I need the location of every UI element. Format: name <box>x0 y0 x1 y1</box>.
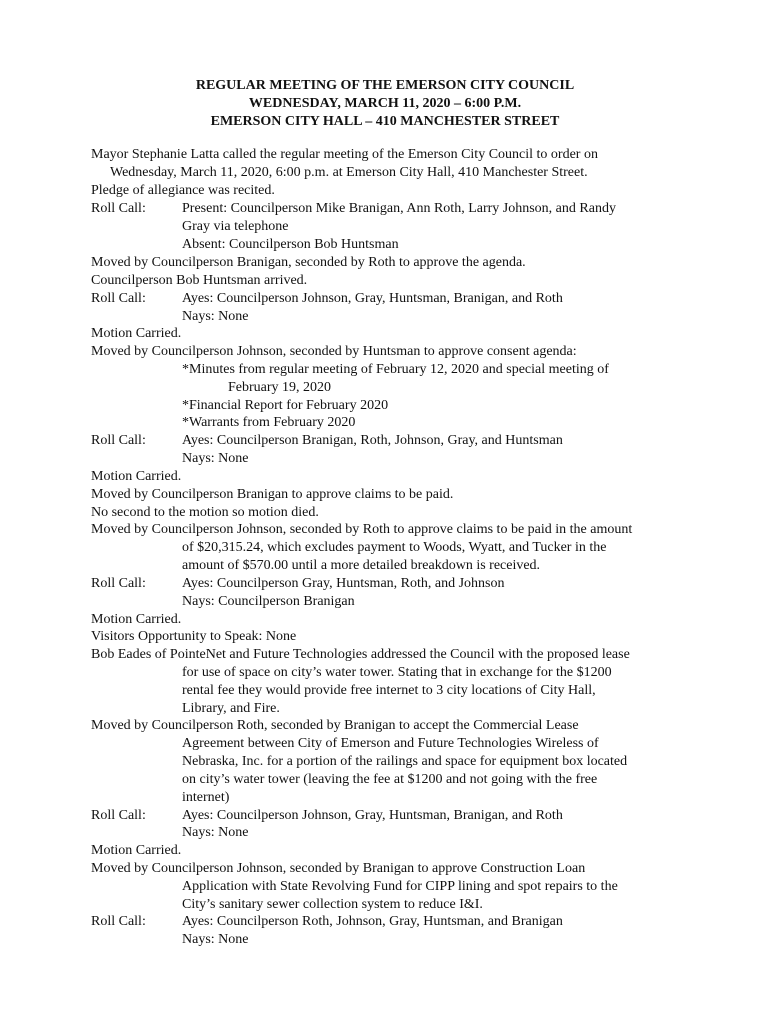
body-line: Visitors Opportunity to Speak: None <box>91 629 297 644</box>
body-line: Motion Carried. <box>91 469 182 484</box>
body-line: Moved by Councilperson Johnson, seconded by Roth to approve claims to be paid in the amount <box>91 522 633 537</box>
body-line: rental fee they would provide free internet to 3 city locations of City Hall, <box>182 683 596 698</box>
body-line: Absent: Councilperson Bob Huntsman <box>182 237 399 252</box>
roll-call-label: Roll Call: <box>91 576 146 591</box>
meeting-location: EMERSON CITY HALL – 410 MANCHESTER STREET <box>210 114 560 129</box>
meeting-date: WEDNESDAY, MARCH 11, 2020 – 6:00 P.M. <box>248 96 522 111</box>
body-line: Motion Carried. <box>91 612 182 627</box>
body-line: Moved by Councilperson Roth, seconded by Branigan to accept the Commercial Lease <box>91 718 579 733</box>
body-line: Gray via telephone <box>182 219 289 234</box>
body-line: Mayor Stephanie Latta called the regular meeting of the Emerson City Council to order on <box>91 147 598 162</box>
body-line: of $20,315.24, which excludes payment to Woods, Wyatt, and Tucker in the <box>182 540 607 555</box>
roll-call-label: Roll Call: <box>91 291 146 306</box>
body-line: Nays: None <box>182 825 249 840</box>
body-line: No second to the motion so motion died. <box>91 505 319 520</box>
body-line: amount of $570.00 until a more detailed breakdown is received. <box>182 558 541 573</box>
body-line: Nays: Councilperson Branigan <box>182 594 355 609</box>
meeting-title: REGULAR MEETING OF THE EMERSON CITY COUNCIL <box>195 78 575 93</box>
body-line: Moved by Councilperson Johnson, seconded by Branigan to approve Construction Loan <box>91 861 586 876</box>
body-line: Nays: None <box>182 309 249 324</box>
body-line: Nays: None <box>182 932 249 947</box>
body-line: Ayes: Councilperson Branigan, Roth, Johnson, Gray, and Huntsman <box>182 433 563 448</box>
body-line: Motion Carried. <box>91 843 182 858</box>
body-line: Ayes: Councilperson Gray, Huntsman, Roth, and Johnson <box>182 576 505 591</box>
body-line: Application with State Revolving Fund for CIPP lining and spot repairs to the <box>182 879 618 894</box>
body-line: Moved by Councilperson Branigan to approve claims to be paid. <box>91 487 454 502</box>
body-line: Agreement between City of Emerson and Future Technologies Wireless of <box>182 736 599 751</box>
body-line: Motion Carried. <box>91 326 182 341</box>
body-line: for use of space on city’s water tower. Stating that in exchange for the $1200 <box>182 665 612 680</box>
roll-call-label: Roll Call: <box>91 201 146 216</box>
body-line: Moved by Councilperson Johnson, seconded by Huntsman to approve consent agenda: <box>91 344 577 359</box>
body-line: *Warrants from February 2020 <box>182 415 356 430</box>
body-line: Present: Councilperson Mike Branigan, Ann Roth, Larry Johnson, and Randy <box>182 201 616 216</box>
body-line: Councilperson Bob Huntsman arrived. <box>91 273 308 288</box>
body-line: Bob Eades of PointeNet and Future Technologies addressed the Council with the proposed lease <box>91 647 630 662</box>
roll-call-label: Roll Call: <box>91 433 146 448</box>
body-line: on city’s water tower (leaving the fee at $1200 and not going with the free <box>182 772 598 787</box>
body-line: Nebraska, Inc. for a portion of the railings and space for equipment box located <box>182 754 628 769</box>
body-line: *Minutes from regular meeting of February 12, 2020 and special meeting of <box>182 362 609 377</box>
body-line: Pledge of allegiance was recited. <box>91 183 275 198</box>
body-line: Ayes: Councilperson Johnson, Gray, Huntsman, Branigan, and Roth <box>182 808 563 823</box>
roll-call-label: Roll Call: <box>91 914 146 929</box>
body-line: City’s sanitary sewer collection system to reduce I&I. <box>182 897 483 912</box>
body-line: Wednesday, March 11, 2020, 6:00 p.m. at Emerson City Hall, 410 Manchester Street. <box>110 165 588 180</box>
body-line: internet) <box>182 790 230 805</box>
body-line: Ayes: Councilperson Johnson, Gray, Huntsman, Branigan, and Roth <box>182 291 563 306</box>
body-line: *Financial Report for February 2020 <box>182 398 389 413</box>
body-line: Ayes: Councilperson Roth, Johnson, Gray, Huntsman, and Branigan <box>182 914 563 929</box>
roll-call-label: Roll Call: <box>91 808 146 823</box>
body-line: Moved by Councilperson Branigan, seconded by Roth to approve the agenda. <box>91 255 526 270</box>
body-line: Nays: None <box>182 451 249 466</box>
body-line: Library, and Fire. <box>182 701 280 716</box>
body-line: February 19, 2020 <box>228 380 332 395</box>
